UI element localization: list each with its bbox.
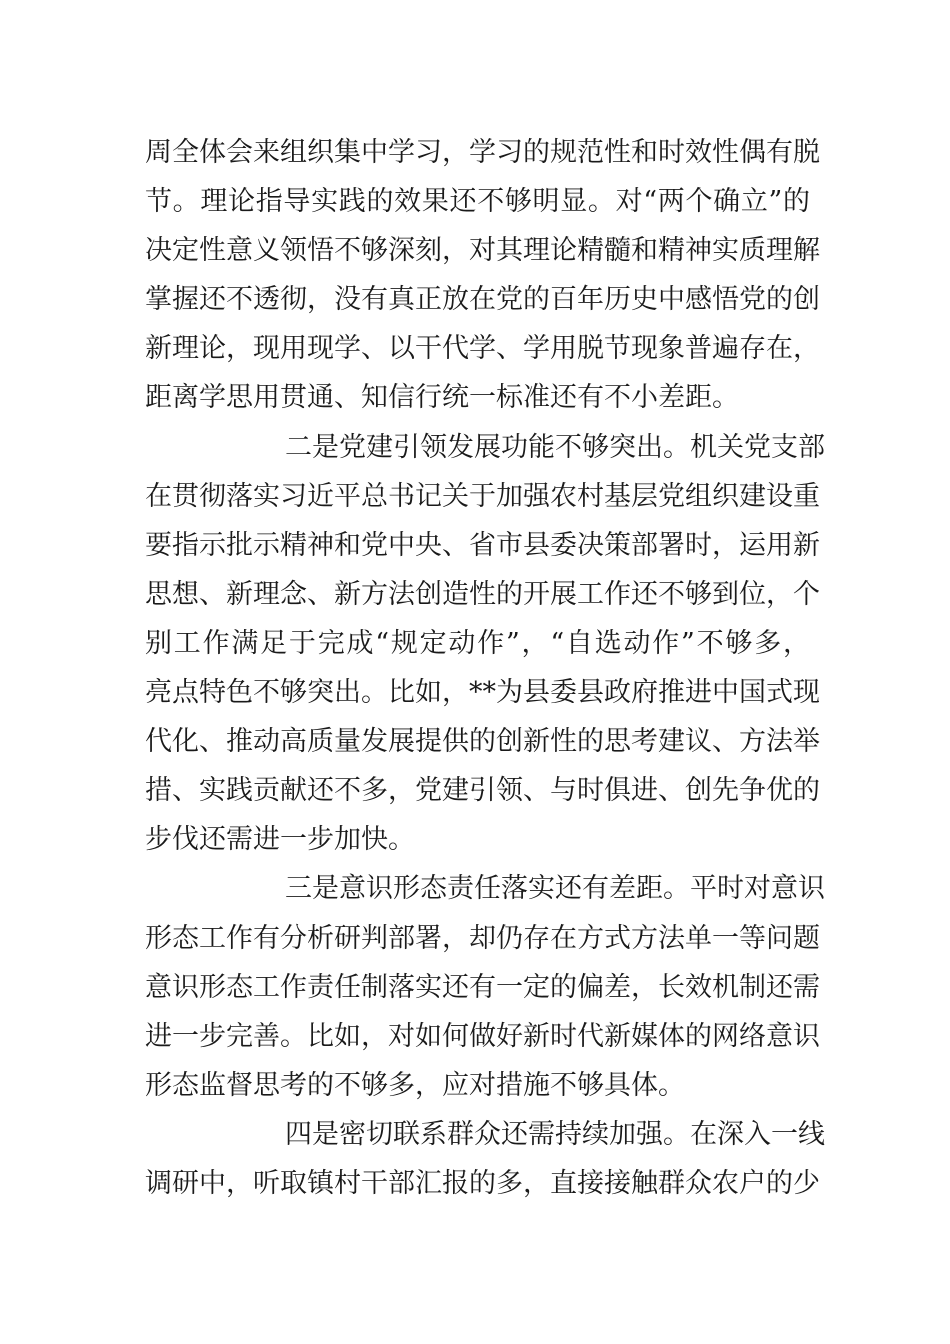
paragraph-study-gap bbox=[145, 128, 820, 423]
text-line: 措、实践贡献还不多，党建引领、与时俱进、创先争优的 bbox=[145, 775, 820, 807]
text-line: 距离学思用贯通、知信行统一标准还有不小差距。 bbox=[145, 382, 739, 414]
text-line: 形态工作有分析研判部署，却仍存在方式方法单一等问题 bbox=[145, 922, 820, 954]
paragraph-mass-connection bbox=[145, 1110, 825, 1208]
document-body bbox=[145, 128, 825, 1208]
text-line: 要指示批示精神和党中央、省市县委决策部署时，运用新 bbox=[145, 529, 820, 561]
text-line: 新理论，现用现学、以干代学、学用脱节现象普遍存在， bbox=[145, 333, 820, 365]
text-line: 别工作满足于完成“规定动作”，“自选动作”不够多， bbox=[145, 627, 810, 659]
text-line: 形态监督思考的不够多，应对措施不够具体。 bbox=[145, 1069, 685, 1101]
text-line: 意识形态工作责任制落实还有一定的偏差，长效机制还需 bbox=[145, 971, 820, 1003]
text-line: 周全体会来组织集中学习，学习的规范性和时效性偶有脱 bbox=[145, 137, 820, 168]
text-line: 在贯彻落实习近平总书记关于加强农村基层党组织建设重 bbox=[145, 480, 820, 512]
text-line: 节。理论指导实践的效果还不够明显。对“两个确立”的 bbox=[145, 186, 810, 218]
text-line: 掌握还不透彻，没有真正放在党的百年历史中感悟党的创 bbox=[145, 284, 820, 316]
text-line: 思想、新理念、新方法创造性的开展工作还不够到位，个 bbox=[145, 578, 820, 610]
text-line: 调研中，听取镇村干部汇报的多，直接接触群众农户的少 bbox=[145, 1167, 820, 1199]
text-line: 代化、推动高质量发展提供的创新性的思考建议、方法举 bbox=[145, 726, 820, 758]
text-line: 二是党建引领发展功能不够突出。机关党支部 bbox=[285, 431, 825, 463]
paragraph-ideology bbox=[145, 864, 825, 1109]
text-line: 步伐还需进一步加快。 bbox=[145, 824, 415, 856]
text-line: 四是密切联系群众还需持续加强。在深入一线 bbox=[285, 1118, 825, 1150]
text-line: 进一步完善。比如，对如何做好新时代新媒体的网络意识 bbox=[145, 1020, 820, 1052]
text-line: 亮点特色不够突出。比如，**为县委县政府推进中国式现 bbox=[145, 677, 820, 709]
text-line: 决定性意义领悟不够深刻，对其理论精髓和精神实质理解 bbox=[145, 235, 820, 267]
paragraph-party-building bbox=[145, 423, 825, 865]
text-line: 三是意识形态责任落实还有差距。平时对意识 bbox=[285, 873, 825, 905]
